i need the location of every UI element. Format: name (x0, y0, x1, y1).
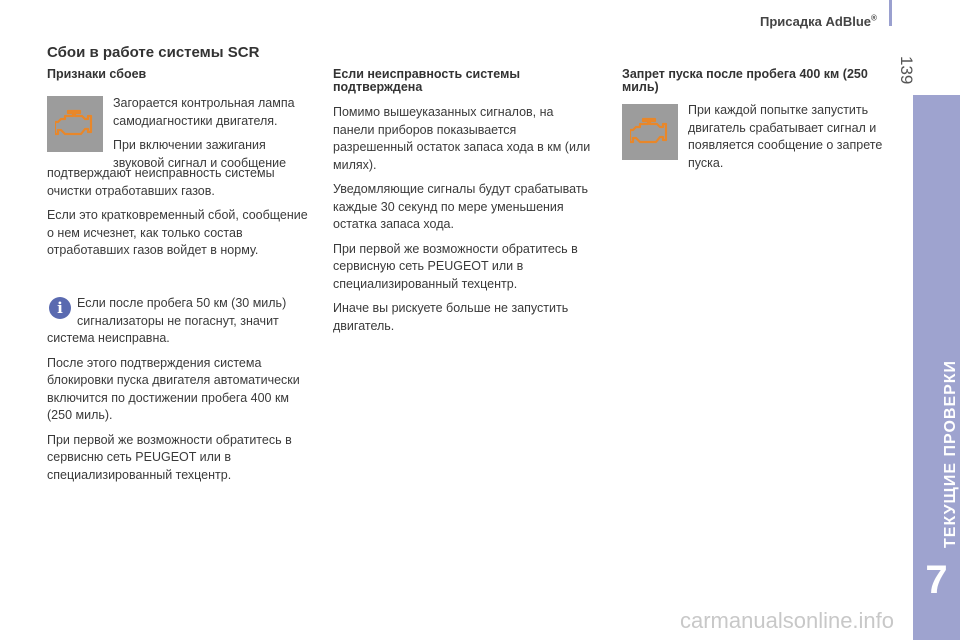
page-header-title: Присадка AdBlue® (760, 13, 877, 29)
symptoms-para-2-rest: подтверждают неисправность системы очистки отработавших газов. (47, 166, 275, 198)
engine-warning-lamp-2 (622, 104, 678, 160)
engine-warning-icon (55, 109, 95, 139)
start-prevention-text-block (688, 102, 888, 179)
info-note-line-1: Если после пробега 50 км (30 миль) (77, 296, 287, 310)
confirmed-fault-heading: Если неисправность системы подтверждена (333, 67, 521, 94)
confirmed-fault-para-1: Помимо вышеуказанных сигналов, на панели приборов показывается разрешенный остаток запаса хода в км (или милях). (333, 105, 591, 172)
section-title: Сбои в работе системы SCR (47, 44, 260, 61)
chapter-number: 7 (925, 558, 948, 602)
confirmed-fault-para-2: Уведомляющие сигналы будут срабатывать каждые 30 секунд по мере уменьшения остатка запаса хода. (333, 182, 589, 231)
page-number: 139 (897, 56, 916, 85)
engine-warning-lamp (47, 96, 103, 152)
symptoms-text-block-2 (47, 165, 311, 267)
info-icon: i (49, 297, 71, 319)
symptoms-para-1: Загорается контрольная лампа самодиагностики двигателя. (113, 96, 295, 128)
symptoms-para-2-line-1: При включении зажигания (113, 138, 266, 152)
watermark: carmanualsonline.info (680, 608, 895, 633)
info-note-rest-block (47, 330, 311, 491)
column-confirmed-fault (333, 68, 595, 342)
confirmed-fault-para-3: При первой же возможности обратитесь в сервисную сеть PEUGEOT или в специализированный техцентр. (333, 241, 578, 291)
symptoms-para-5: При первой же возможности обратитесь в сервисню сеть PEUGEOT или в специализированный техцентр. (47, 432, 292, 482)
start-prevention-heading: Запрет пуска после пробега 400 км (250 миль) (622, 67, 868, 94)
info-note-line-2: сигнализаторы не погаснут, значит (77, 313, 279, 328)
column-start-prevention (622, 68, 888, 104)
header-divider (889, 0, 892, 26)
symptoms-text-block (113, 95, 311, 172)
info-note-first-lines (77, 295, 317, 330)
symptoms-para-4: После этого подтверждения система блокировки пуска двигателя автоматически включится по достижении пробега 400 км (250 миль). (47, 355, 300, 422)
info-note-rest: система неисправна. (47, 331, 170, 345)
symptoms-para-2-line-2: звуковой сигнал и сообщение (113, 155, 287, 170)
symptoms-para-3: Если это кратковременный сбой, сообщение о нем исчезнет, как только состав отработавших газов войдет в норму. (47, 208, 308, 257)
column-symptoms (47, 68, 309, 91)
confirmed-fault-para-4: Иначе вы рискуете больше не запустить двигатель. (333, 301, 569, 333)
symptoms-heading: Признаки сбоев (47, 67, 147, 81)
start-prevention-para-1: При каждой попытке запустить двигатель срабатывает сигнал и появляется сообщение о запрете пуска. (688, 103, 883, 170)
engine-warning-icon (630, 117, 670, 147)
chapter-tab-label: ТЕКУЩИЕ ПРОВЕРКИ (942, 359, 959, 548)
